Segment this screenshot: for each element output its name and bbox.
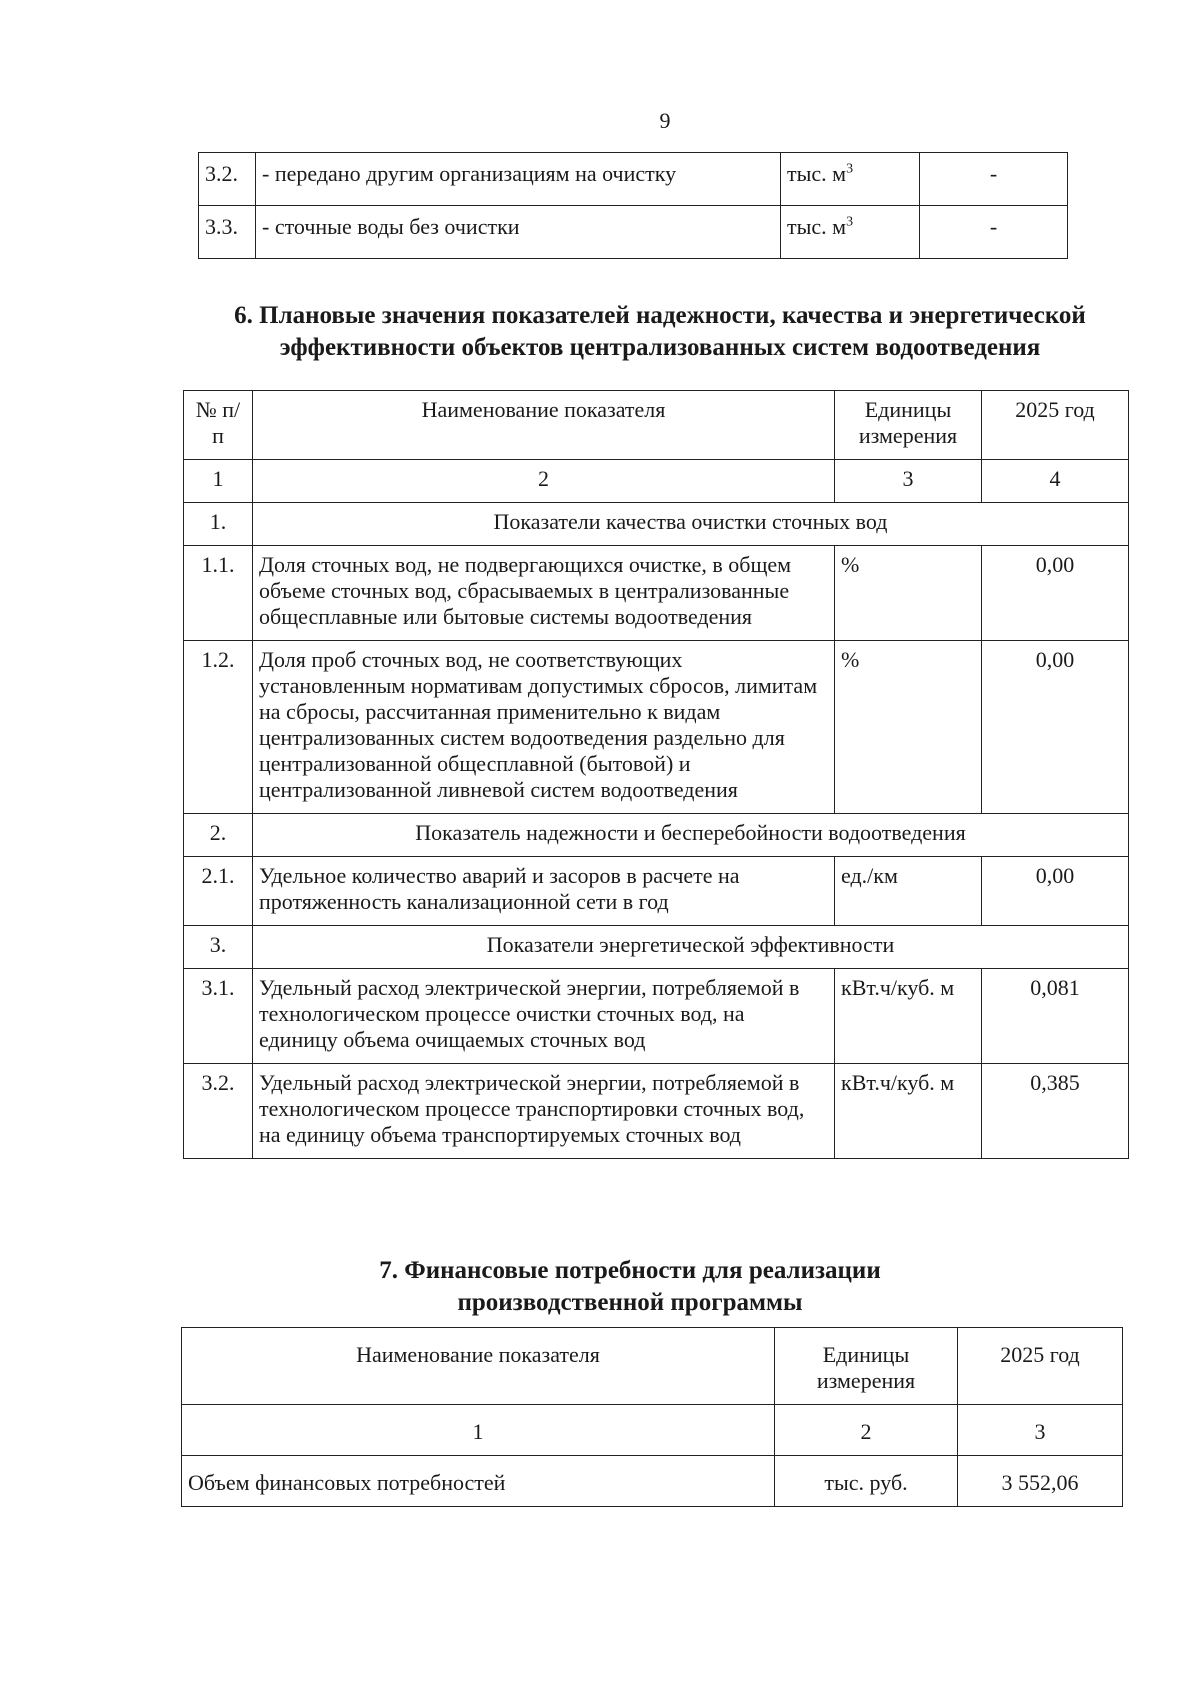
unit-cell: ед./км [835,857,982,926]
header-name: Наименование показателя [182,1328,775,1405]
row-number: 2.1. [184,857,253,926]
header-name: Наименование показателя [253,391,835,460]
unit-cell [781,206,920,259]
section-7-title-line2: производственной программы [457,1289,803,1316]
group-title: Показатели энергетической эффективности [253,926,1129,969]
col-number: 1 [182,1405,775,1456]
col-number: 3 [958,1405,1123,1456]
group-row [184,814,1129,857]
group-number: 1. [184,503,253,546]
group-number: 3. [184,926,253,969]
indicator-name: Удельный расход электрической энергии, потребляемой в технологическом процессе очистки сточных вод, на единицу объема очищаемых сточных вод [253,969,835,1064]
row-number: 3.2. [184,1064,253,1159]
row-number: 1.1. [184,546,253,641]
value-cell: 3 552,06 [958,1456,1123,1507]
header-row [184,391,1129,460]
indicator-name: Доля проб сточных вод, не соответствующих установленным нормативам допустимых сбросов, лимитам на сбросы, рассчитанная применительно к видам централизованных систем водоотведения раздельно для централизованной общесплавной (бытовой) и централизованной ливневой систем водоотведения [253,641,835,814]
section-7-heading [330,1255,930,1319]
value-cell: 0,00 [982,546,1129,641]
indicator-name: Доля сточных вод, не подвергающихся очистке, в общем объеме сточных вод, сбрасываемых в централизованные общесплавные или бытовые системы водоотведения [253,546,835,641]
group-row [184,926,1129,969]
group-number: 2. [184,814,253,857]
section-6-title-line2: эффективности объектов централизованных систем водоотведения [279,334,1041,361]
unit-cell: тыс. руб. [775,1456,958,1507]
row-number: 3.2. [199,153,256,206]
table-row [184,641,1129,814]
group-title: Показатели качества очистки сточных вод [253,503,1129,546]
header-row [182,1328,1123,1405]
indicator-name: Объем финансовых потребностей [182,1456,775,1507]
unit-text: тыс. м [787,214,847,239]
value-cell: 0,385 [982,1064,1129,1159]
table-row [184,546,1129,641]
header-num: № п/п [184,391,253,460]
header-unit: Единицы измерения [835,391,982,460]
column-numbers-row [184,460,1129,503]
unit-superscript: 3 [846,161,854,177]
table-row [184,857,1129,926]
indicator-name: Удельное количество аварий и засоров в расчете на протяженность канализационной сети в год [253,857,835,926]
indicator-name: - передано другим организациям на очистку [256,153,781,206]
value-cell: - [920,206,1068,259]
table-row [184,969,1129,1064]
column-numbers-row [182,1405,1123,1456]
header-year: 2025 год [958,1328,1123,1405]
table-row [199,153,1068,206]
unit-cell: кВт.ч/куб. м [835,969,982,1064]
header-year: 2025 год [982,391,1129,460]
indicator-name: Удельный расход электрической энергии, потребляемой в технологическом процессе транспортировки сточных вод, на единицу объема транспортируемых сточных вод [253,1064,835,1159]
section-7-table [181,1327,1123,1507]
value-cell: 0,00 [982,857,1129,926]
table-row [184,1064,1129,1159]
top-table [198,152,1068,259]
unit-superscript: 3 [846,214,854,230]
table-row [199,206,1068,259]
row-number: 3.3. [199,206,256,259]
header-unit: Единицы измерения [775,1328,958,1405]
page-number: 9 [659,108,671,133]
section-6-heading [180,300,1140,364]
value-cell: 0,081 [982,969,1129,1064]
row-number: 3.1. [184,969,253,1064]
col-number: 1 [184,460,253,503]
col-number: 3 [835,460,982,503]
section-7-title-line1: 7. Финансовые потребности для реализации [379,1257,881,1284]
col-number: 4 [982,460,1129,503]
table-row [182,1456,1123,1507]
unit-cell: кВт.ч/куб. м [835,1064,982,1159]
unit-text: тыс. м [787,161,847,186]
col-number: 2 [775,1405,958,1456]
value-cell: 0,00 [982,641,1129,814]
col-number: 2 [253,460,835,503]
unit-cell [781,153,920,206]
section-6-table [183,390,1129,1159]
group-row [184,503,1129,546]
section-6-title-line1: 6. Плановые значения показателей надежности, качества и энергетической [234,302,1086,329]
row-number: 1.2. [184,641,253,814]
unit-cell: % [835,546,982,641]
value-cell: - [920,153,1068,206]
indicator-name: - сточные воды без очистки [256,206,781,259]
group-title: Показатель надежности и бесперебойности водоотведения [253,814,1129,857]
unit-cell: % [835,641,982,814]
